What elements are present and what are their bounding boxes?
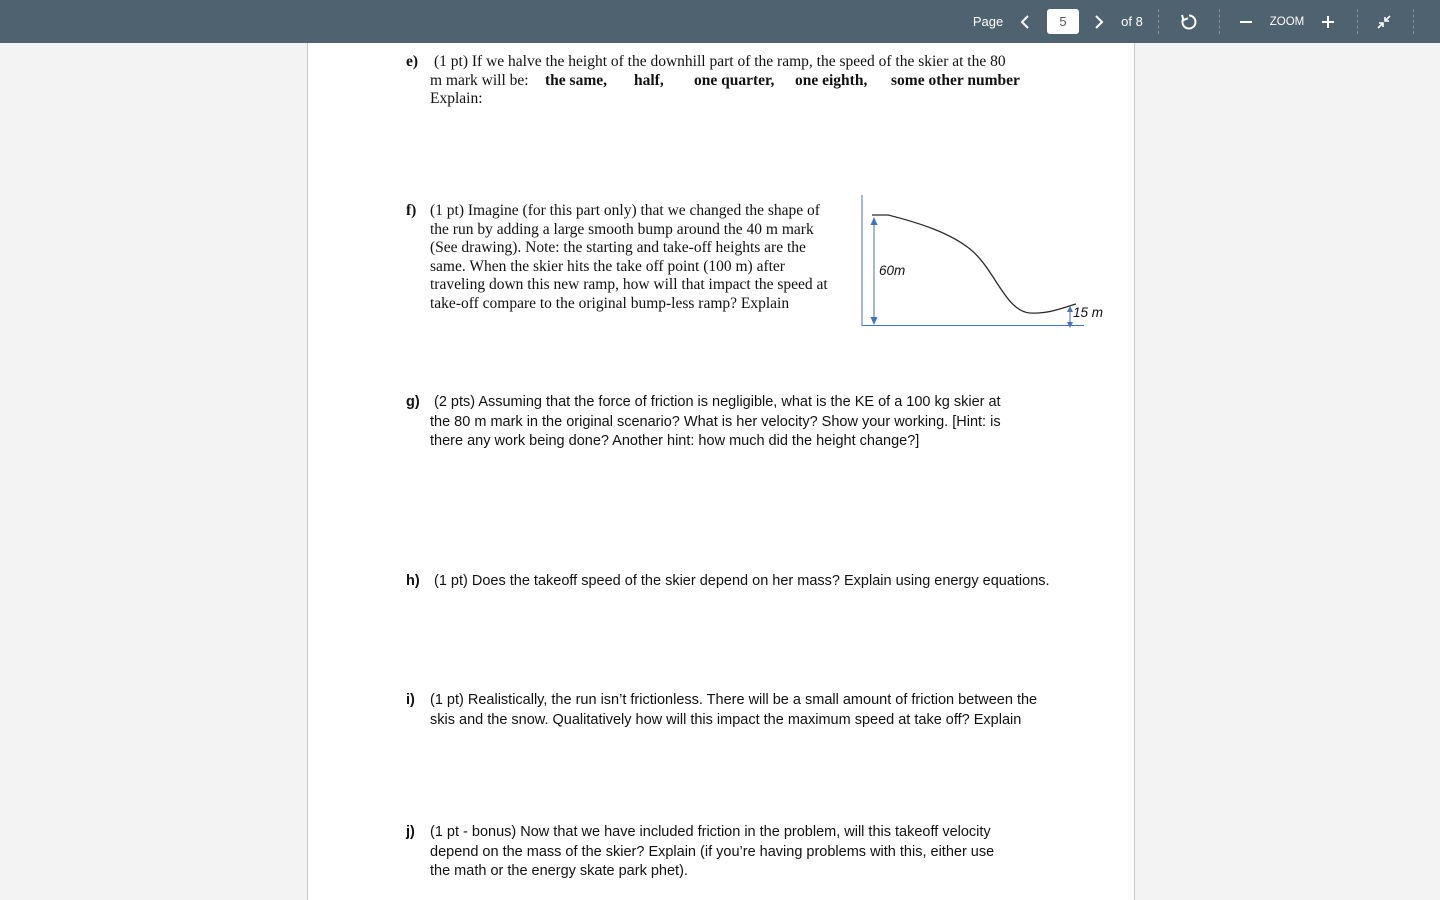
question-text-line: take-off compare to the original bump-less ramp? Explain [430,295,790,312]
question-h [406,572,1106,592]
question-label: f) [406,202,417,219]
question-label: i) [406,692,415,708]
question-text-line: (1 pt) Does the takeoff speed of the skier depend on her mass? Explain using energy equations. [434,573,1050,589]
collapse-icon [1376,14,1392,30]
ramp-diagram [860,193,1110,333]
question-label: e) [406,53,419,70]
document-page [307,43,1135,900]
question-text-line: (See drawing). Note: the starting and take-off heights are the [430,239,806,257]
page-count: of 8 [1121,14,1143,29]
chevron-right-icon [1093,14,1105,30]
question-g [406,393,1106,453]
question-text-line: traveling down this new ramp, how will that impact the speed at [430,276,828,294]
answer-choice: one eighth, [795,71,868,89]
question-text-line: the math or the energy skate park phet). [430,863,688,880]
question-text-line: same. When the skier hits the take off point (100 m) after [430,257,785,275]
answer-choice: the same, [545,71,607,89]
toolbar-divider [1413,9,1414,34]
question-label: g) [406,394,420,410]
question-text-line: m mark will be: [430,71,529,89]
question-text-line: there any work being done? Another hint: how much did the height change?] [430,433,920,450]
toolbar-divider [1357,9,1358,34]
question-text-line: (1 pt) Imagine (for this part only) that we changed the shape of [430,202,820,219]
next-page-button[interactable] [1088,0,1110,43]
takeoff-height-label: 15 m [1073,305,1104,320]
question-text-line: the run by adding a large smooth bump around the 40 m mark [430,220,814,238]
question-label: h) [406,573,420,589]
zoom-out-button[interactable] [1236,0,1256,43]
question-e [406,53,1106,113]
question-text-line: Explain: [430,90,483,108]
toolbar-divider [1219,9,1220,34]
answer-choice: half, [634,71,664,89]
question-text-line: depend on the mass of the skier? Explain (if you’re having problems with this, either use [430,843,995,860]
question-text-line: (1 pt) Realistically, the run isn’t frictionless. There will be a small amount of friction between the [430,692,1038,708]
pdf-toolbar [0,0,1440,43]
answer-choice: one quarter, [694,71,775,89]
arrow-down-icon [871,317,878,325]
arrow-up-icon [871,217,878,225]
chevron-left-icon [1019,14,1031,30]
question-text-line: skis and the snow. Qualitatively how will this impact the maximum speed at take off? Explain [430,711,1022,728]
question-j [406,823,1106,883]
minus-icon [1239,15,1253,29]
question-text-line: the 80 m mark in the original scenario? What is her velocity? Show your working. [Hint: is [430,413,1001,430]
rotate-button[interactable] [1177,0,1201,43]
question-i [406,691,1106,731]
start-height-label: 60m [879,263,906,278]
rotate-icon [1179,12,1199,32]
question-label: j) [406,824,415,840]
exit-fullscreen-button[interactable] [1373,0,1395,43]
page-number-input[interactable] [1047,9,1079,34]
question-text-line: (1 pt) If we halve the height of the downhill part of the ramp, the speed of the skier at the 80 [434,53,1006,70]
plus-icon [1321,15,1335,29]
question-text-line: (1 pt - bonus) Now that we have included friction in the problem, will this takeoff velocity [430,824,991,840]
toolbar-divider [1158,9,1159,34]
previous-page-button[interactable] [1014,0,1036,43]
zoom-in-button[interactable] [1318,0,1338,43]
question-text-line: (2 pts) Assuming that the force of friction is negligible, what is the KE of a 100 kg skier at [434,394,1001,410]
page-label: Page [972,14,1004,29]
question-f [406,202,856,317]
answer-choice: some other number [891,71,1020,89]
zoom-label: ZOOM [1269,15,1305,28]
